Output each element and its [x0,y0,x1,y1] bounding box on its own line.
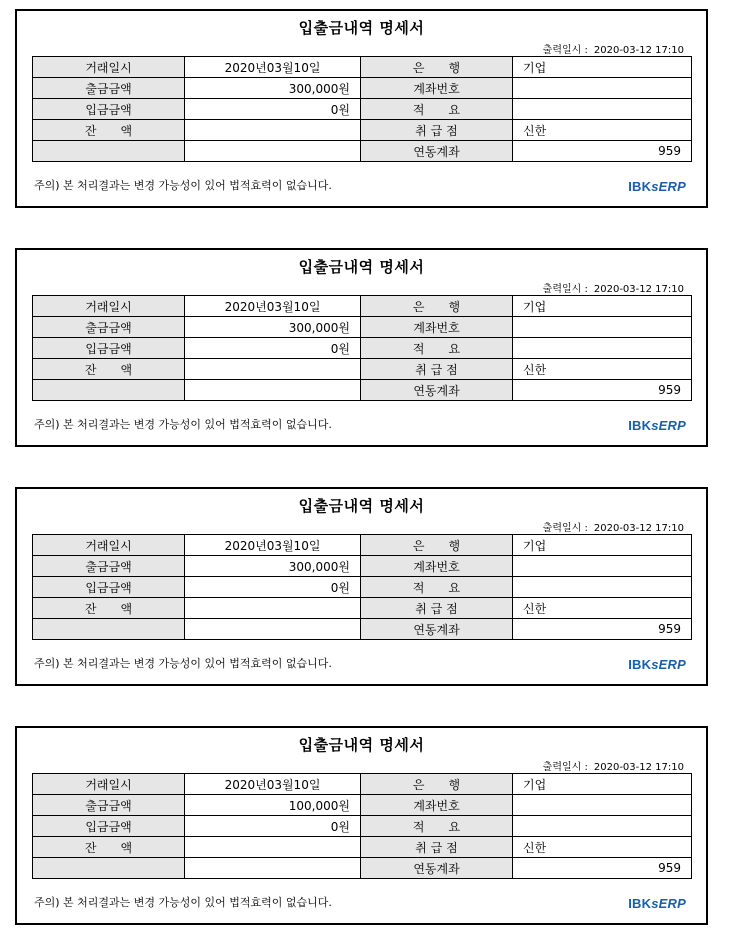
trade-date-value: 2020년03월10일 [185,774,361,795]
slip-title: 입출금내역 명세서 [298,19,425,37]
deposit-value: 0원 [185,577,361,598]
statement-table [32,534,692,640]
print-date-value: 2020-03-12 17:10 [593,523,684,534]
balance-label: 잔 액 [33,598,185,619]
table-row [33,774,692,795]
memo-value [513,816,692,837]
statement-table [32,773,692,879]
print-date-value: 2020-03-12 17:10 [593,762,684,773]
empty-value [185,380,361,401]
linked-account-label: 연동계좌 [361,380,513,401]
memo-label: 적 요 [361,577,513,598]
deposit-value: 0원 [185,338,361,359]
table-row [33,858,692,879]
memo-value [513,99,692,120]
bank-value: 기업 [513,296,692,317]
deposit-label: 입금금액 [33,816,185,837]
ibk-serp-logo [628,896,686,911]
branch-value: 신한 [513,837,692,858]
logo-main: IBK [628,657,652,672]
print-date-label: 출력일시 : [542,284,588,295]
branch-label: 취 급 점 [361,120,513,141]
withdrawal-value: 300,000원 [185,78,361,99]
legal-notice: 주의) 본 처리결과는 변경 가능성이 있어 법적효력이 없습니다. [34,418,332,431]
deposit-label: 입금금액 [33,338,185,359]
withdrawal-value: 100,000원 [185,795,361,816]
trade-date-label: 거래일시 [33,57,185,78]
slip-title: 입출금내역 명세서 [298,497,425,515]
trade-date-value: 2020년03월10일 [185,535,361,556]
account-no-label: 계좌번호 [361,795,513,816]
branch-label: 취 급 점 [361,359,513,380]
logo-main: IBK [628,896,652,911]
ibk-serp-logo [628,418,686,433]
withdrawal-value: 300,000원 [185,556,361,577]
statement-slip-1 [15,9,708,208]
empty-label [33,380,185,401]
logo-main: IBK [628,418,652,433]
empty-label [33,619,185,640]
account-no-value [513,556,692,577]
linked-account-value: 959 [513,141,692,162]
table-row [33,99,692,120]
table-row [33,837,692,858]
balance-label: 잔 액 [33,837,185,858]
slip-title: 입출금내역 명세서 [298,736,425,754]
linked-account-value: 959 [513,619,692,640]
bank-label: 은 행 [361,774,513,795]
legal-notice: 주의) 본 처리결과는 변경 가능성이 있어 법적효력이 없습니다. [34,896,332,909]
balance-label: 잔 액 [33,359,185,380]
table-row [33,57,692,78]
statement-slip-4 [15,726,708,925]
linked-account-label: 연동계좌 [361,141,513,162]
print-date [543,41,684,56]
balance-value [185,359,361,380]
empty-value [185,619,361,640]
logo-main: IBK [628,179,652,194]
bank-label: 은 행 [361,296,513,317]
branch-value: 신한 [513,598,692,619]
statement-table [32,295,692,401]
empty-value [185,858,361,879]
withdrawal-label: 출금금액 [33,317,185,338]
table-row [33,338,692,359]
withdrawal-label: 출금금액 [33,556,185,577]
logo-italic: sERP [651,418,686,433]
memo-value [513,338,692,359]
ibk-serp-logo [628,657,686,672]
branch-label: 취 급 점 [361,837,513,858]
memo-value [513,577,692,598]
table-row [33,816,692,837]
table-row [33,120,692,141]
table-row [33,141,692,162]
memo-label: 적 요 [361,99,513,120]
print-date-label: 출력일시 : [542,762,588,773]
balance-value [185,120,361,141]
account-no-value [513,78,692,99]
withdrawal-label: 출금금액 [33,78,185,99]
deposit-value: 0원 [185,816,361,837]
branch-label: 취 급 점 [361,598,513,619]
statement-table [32,56,692,162]
linked-account-value: 959 [513,380,692,401]
deposit-label: 입금금액 [33,99,185,120]
trade-date-value: 2020년03월10일 [185,57,361,78]
print-date [543,519,684,534]
account-no-label: 계좌번호 [361,78,513,99]
bank-label: 은 행 [361,535,513,556]
table-row [33,359,692,380]
table-row [33,380,692,401]
logo-italic: sERP [651,896,686,911]
bank-value: 기업 [513,535,692,556]
linked-account-label: 연동계좌 [361,619,513,640]
bank-value: 기업 [513,57,692,78]
bank-label: 은 행 [361,57,513,78]
print-date-label: 출력일시 : [542,523,588,534]
print-date [543,758,684,773]
statement-slip-2 [15,248,708,447]
table-row [33,619,692,640]
table-row [33,556,692,577]
legal-notice: 주의) 본 처리결과는 변경 가능성이 있어 법적효력이 없습니다. [34,657,332,670]
account-no-value [513,795,692,816]
withdrawal-value: 300,000원 [185,317,361,338]
table-row [33,577,692,598]
memo-label: 적 요 [361,816,513,837]
statement-slip-3 [15,487,708,686]
logo-italic: sERP [651,179,686,194]
table-row [33,78,692,99]
table-row [33,795,692,816]
balance-value [185,837,361,858]
slip-title: 입출금내역 명세서 [298,258,425,276]
table-row [33,598,692,619]
empty-value [185,141,361,162]
empty-label [33,858,185,879]
trade-date-label: 거래일시 [33,774,185,795]
table-row [33,296,692,317]
bank-value: 기업 [513,774,692,795]
linked-account-label: 연동계좌 [361,858,513,879]
account-no-label: 계좌번호 [361,556,513,577]
ibk-serp-logo [628,179,686,194]
withdrawal-label: 출금금액 [33,795,185,816]
balance-label: 잔 액 [33,120,185,141]
print-date [543,280,684,295]
linked-account-value: 959 [513,858,692,879]
branch-value: 신한 [513,359,692,380]
trade-date-label: 거래일시 [33,535,185,556]
legal-notice: 주의) 본 처리결과는 변경 가능성이 있어 법적효력이 없습니다. [34,179,332,192]
logo-italic: sERP [651,657,686,672]
table-row [33,535,692,556]
empty-label [33,141,185,162]
account-no-value [513,317,692,338]
print-date-value: 2020-03-12 17:10 [593,45,684,56]
memo-label: 적 요 [361,338,513,359]
table-row [33,317,692,338]
print-date-value: 2020-03-12 17:10 [593,284,684,295]
print-date-label: 출력일시 : [542,45,588,56]
balance-value [185,598,361,619]
trade-date-value: 2020년03월10일 [185,296,361,317]
branch-value: 신한 [513,120,692,141]
account-no-label: 계좌번호 [361,317,513,338]
deposit-label: 입금금액 [33,577,185,598]
trade-date-label: 거래일시 [33,296,185,317]
deposit-value: 0원 [185,99,361,120]
